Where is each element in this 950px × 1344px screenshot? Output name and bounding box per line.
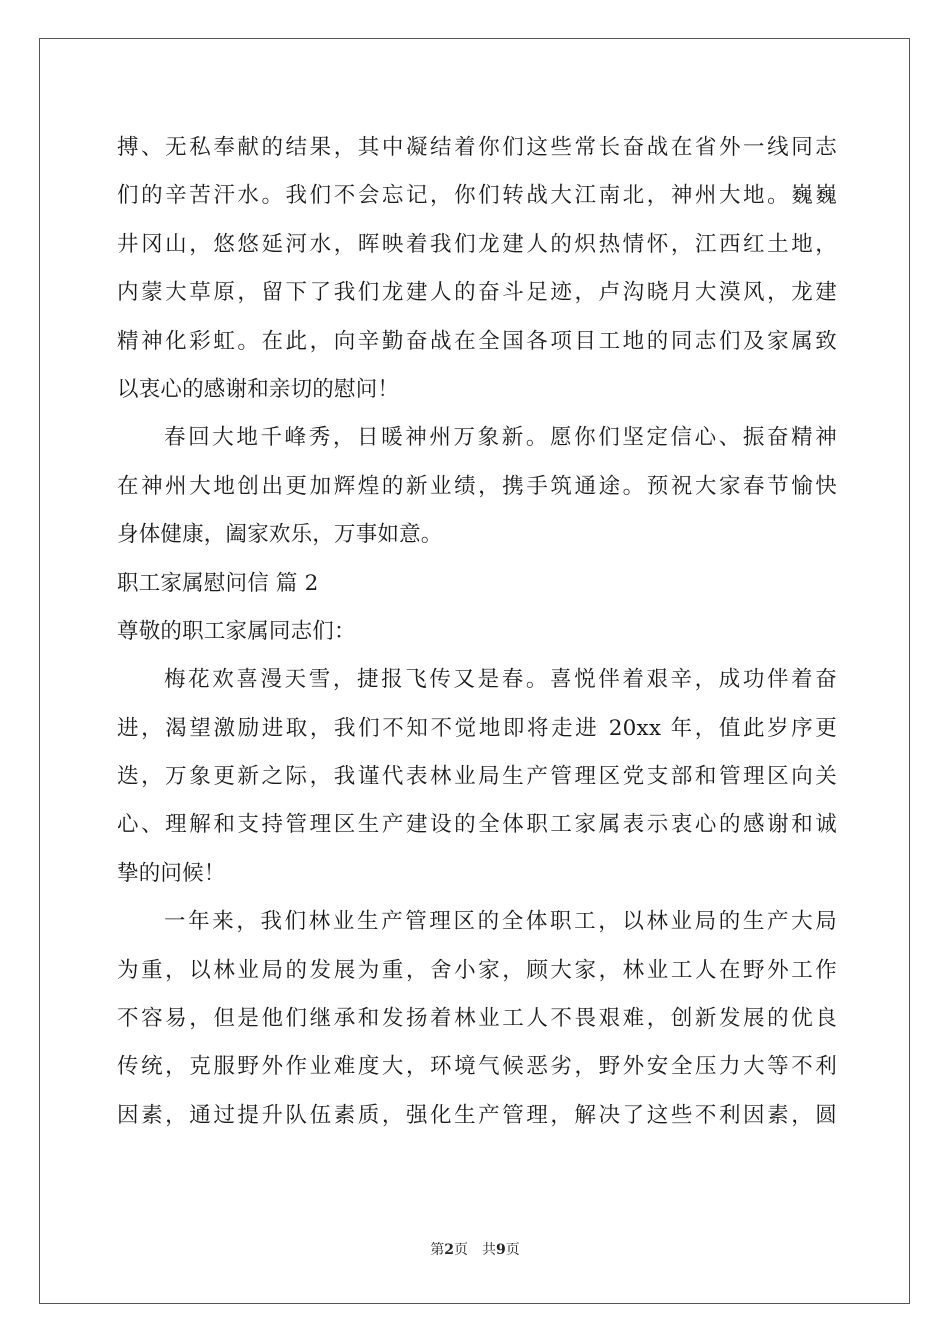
text-line: 梅花欢喜漫天雪，捷报飞传又是春。喜悦伴着艰辛，成功伴着奋 [164,667,837,693]
text-line: 传统，克服野外作业难度大，环境气候恶劣，野外安全压力大等不利 [117,1054,837,1080]
text-line: 以衷心的感谢和亲切的慰问！ [117,376,400,402]
text-line: 为重，以林业局的发展为重，舍小家，顾大家，林业工人在野外工作 [117,957,837,983]
text-line: 因素，通过提升队伍素质，强化生产管理，解决了这些不利因素，圆 [117,1102,837,1128]
document-body [117,124,837,1140]
page-footer [0,1240,950,1260]
text-line: 尊敬的职工家属同志们： [117,618,356,644]
current-page-number: 2 [444,1242,454,1258]
total-pages-number: 9 [496,1242,506,1258]
text-line: 井冈山，悠悠延河水，晖映着我们龙建人的炽热情怀，江西红土地， [117,231,837,257]
text-line: 们的辛苦汗水。我们不会忘记，你们转战大江南北，神州大地。巍巍 [117,183,837,209]
text-line: 搏、无私奉献的结果，其中凝结着你们这些常长奋战在省外一线同志 [117,135,837,160]
text-line: 精神化彩虹。在此，向辛勤奋战在全国各项目工地的同志们及家属致 [117,328,837,354]
footer-page-suffix: 页 [454,1242,468,1258]
text-line: 挚的问候！ [117,860,226,886]
text-line: 进，渴望激励进取，我们不知不觉地即将走进 20xx 年，值此岁序更 [117,715,837,741]
text-line: 迭，万象更新之际，我谨代表林业局生产管理区党支部和管理区向关 [117,764,837,790]
text-line: 内蒙大草原，留下了我们龙建人的奋斗足迹，卢沟晓月大漠风，龙建 [117,280,837,306]
footer-prefix: 第 [430,1242,445,1258]
text-line: 一年来，我们林业生产管理区的全体职工，以林业局的生产大局 [164,909,837,935]
text-line: 身体健康，阖家欢乐，万事如意。 [117,522,443,548]
footer-total-suffix: 页 [505,1242,520,1258]
text-line: 心、理解和支持管理区生产建设的全体职工家属表示衷心的感谢和诚 [117,812,837,838]
text-line: 在神州大地创出更加辉煌的新业绩，携手筑通途。预祝大家春节愉快 [117,473,837,499]
text-line: 不容易，但是他们继承和发扬着林业工人不畏艰难，创新发展的优良 [117,1006,837,1032]
text-line: 职工家属慰问信 篇 2 [117,570,319,596]
footer-total-prefix: 共 [482,1242,496,1258]
text-line: 春回大地千峰秀，日暖神州万象新。愿你们坚定信心、振奋精神 [164,425,837,451]
